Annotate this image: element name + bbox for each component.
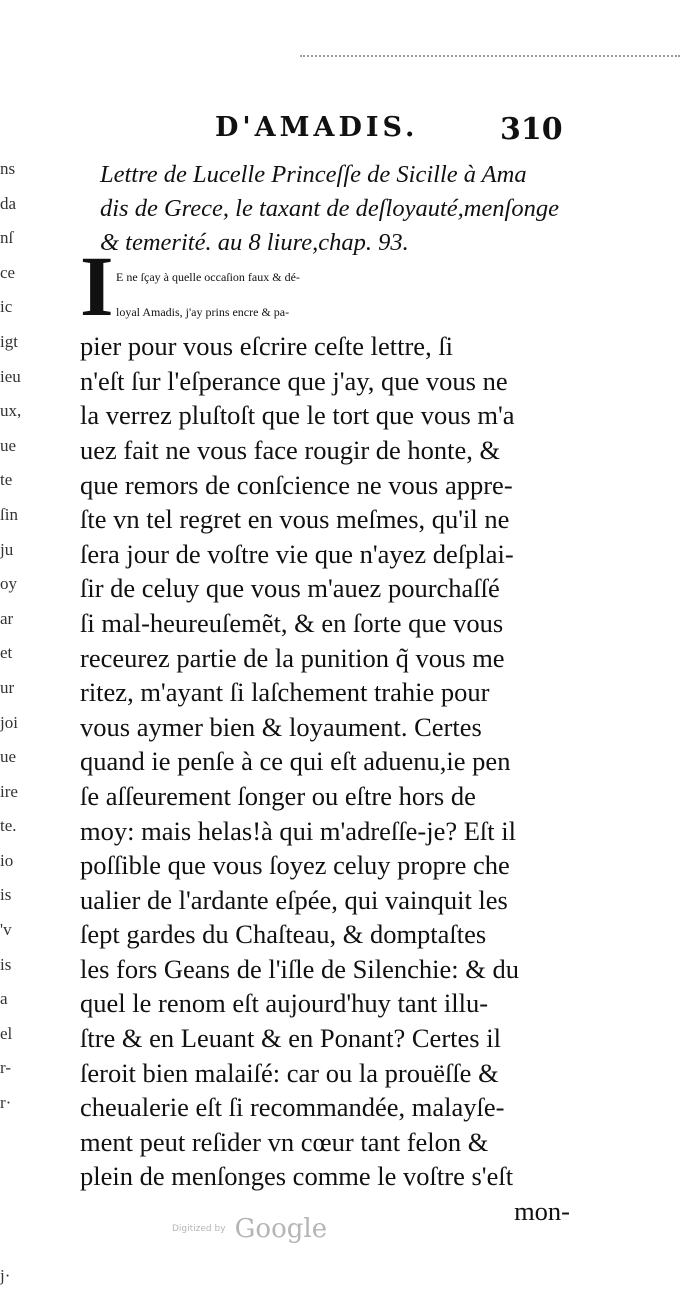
gutter-fragment: igt — [0, 331, 18, 351]
heading-line: dis de Grece, le taxant de deſloyauté,menſonge — [100, 195, 559, 222]
gutter-fragment: r- — [0, 1058, 11, 1078]
body-line: loyal Amadis, j'ay prins encre & pa- — [116, 304, 290, 319]
drop-cap-initial: I — [80, 238, 114, 334]
body-line: pier pour vous eſcrire ceſte lettre, ſi — [80, 331, 454, 362]
body-line: moy: mais helas!à qui m'adreſſe-je? Eſt il — [80, 815, 516, 846]
gutter-fragment: ce — [0, 262, 16, 282]
gutter-fragment — [0, 1224, 32, 1259]
gutter-fragment: ue — [0, 747, 17, 767]
gutter-fragment — [0, 1190, 32, 1225]
heading-line: & temerité. au 8 liure,chap. 93. — [100, 229, 409, 256]
body-line: que remors de conſcience ne vous appre- — [80, 469, 513, 500]
gutter-fragment: j· — [0, 1266, 11, 1285]
body-line: poſſible que vous ſoyez celuy propre che — [80, 850, 510, 881]
gutter-fragment: ire — [0, 781, 18, 801]
gutter-fragment — [0, 1155, 32, 1190]
body-line: quand ie penſe à ce qui eſt aduenu,ie pen — [80, 746, 511, 777]
body-line: ſte vn tel regret en vous meſmes, qu'il ne — [80, 504, 510, 535]
page-number: 310 — [500, 112, 563, 147]
letter-heading — [100, 158, 570, 260]
body-line: receurez partie de la punition q̃ vous me — [80, 642, 505, 673]
gutter-fragment: el — [0, 1023, 13, 1043]
body-line: ſi mal-heureuſemẽt, & en ſorte que vous — [80, 607, 504, 638]
gutter-fragment: is — [0, 954, 12, 974]
body-line: ritez, m'ayant ſi laſchement trahie pour — [80, 677, 490, 708]
body-line: ſept gardes du Chaſteau, & domptaſtes — [80, 919, 487, 950]
gutter-fragment: te — [0, 470, 13, 490]
gutter-fragment: 'v — [0, 920, 12, 940]
body-line: ſtre & en Leuant & en Ponant? Certes il — [80, 1023, 501, 1054]
gutter-fragment: ju — [0, 539, 14, 559]
gutter-fragment — [0, 1121, 32, 1156]
gutter-fragment: ue — [0, 435, 17, 455]
body-line: quel le renom eſt aujourd'huy tant illu- — [80, 988, 489, 1019]
gutter-fragment: nſ — [0, 228, 14, 248]
gutter-fragment: ar — [0, 608, 14, 628]
body-line: vous aymer bien & loyaument. Certes — [80, 711, 482, 742]
body-line: ſir de celuy que vous m'auez pourchaſſé — [80, 573, 500, 604]
gutter-fragment: ns — [0, 159, 16, 178]
body-line: la verrez pluſtoſt que le tort que vous m'a — [80, 400, 515, 431]
body-line: uez fait ne vous face rougir de honte, & — [80, 434, 501, 465]
gutter-fragment: da — [0, 193, 17, 213]
letter-body — [80, 260, 570, 1229]
gutter-fragment: a — [0, 989, 8, 1009]
running-head: D'AMADIS. — [215, 112, 419, 143]
body-line: plein de menſonges comme le voſtre s'eſt — [80, 1161, 514, 1192]
gutter-fragment: ic — [0, 297, 13, 317]
gutter-fragment: is — [0, 885, 12, 905]
top-dotted-rule — [300, 55, 680, 57]
google-logo: Google — [234, 1214, 328, 1244]
body-line: ſe aſſeurement ſonger ou eſtre hors de — [80, 780, 476, 811]
gutter-fragment: et — [0, 643, 13, 663]
body-line: n'eſt ſur l'eſperance que j'ay, que vous ne — [80, 365, 508, 396]
gutter-fragment: ur — [0, 677, 15, 697]
body-line: ſeroit bien malaiſé: car ou la prouëſſe & — [80, 1057, 499, 1088]
facing-page-gutter — [0, 152, 32, 1294]
watermark-prefix: Digitized by — [172, 1224, 226, 1234]
body-line: ualier de l'ardante eſpée, qui vainquit les — [80, 884, 508, 915]
gutter-fragment: io — [0, 850, 14, 870]
body-line: E ne ſçay à quelle occaſion faux & dé- — [116, 270, 300, 284]
body-line: ment peut reſider vn cœur tant felon & — [80, 1126, 489, 1157]
gutter-fragment: joi — [0, 712, 18, 732]
gutter-fragment: ſin — [0, 504, 18, 524]
gutter-fragment: ieu — [0, 366, 21, 386]
digitized-watermark — [172, 1214, 327, 1244]
catchword: mon- — [514, 1196, 570, 1227]
body-line: les fors Geans de l'iſle de Silenchie: & du — [80, 953, 519, 984]
heading-line: Lettre de Lucelle Princeſſe de Sicille à Ama — [100, 161, 527, 188]
gutter-fragment: te. — [0, 816, 17, 836]
body-line: ſera jour de voſtre vie que n'ayez deſplai- — [80, 538, 514, 569]
gutter-fragment: oy — [0, 574, 17, 594]
body-line: cheualerie eſt ſi recommandée, malayſe- — [80, 1092, 505, 1123]
gutter-fragment: r· — [0, 1093, 12, 1113]
gutter-fragment: ux, — [0, 401, 22, 421]
